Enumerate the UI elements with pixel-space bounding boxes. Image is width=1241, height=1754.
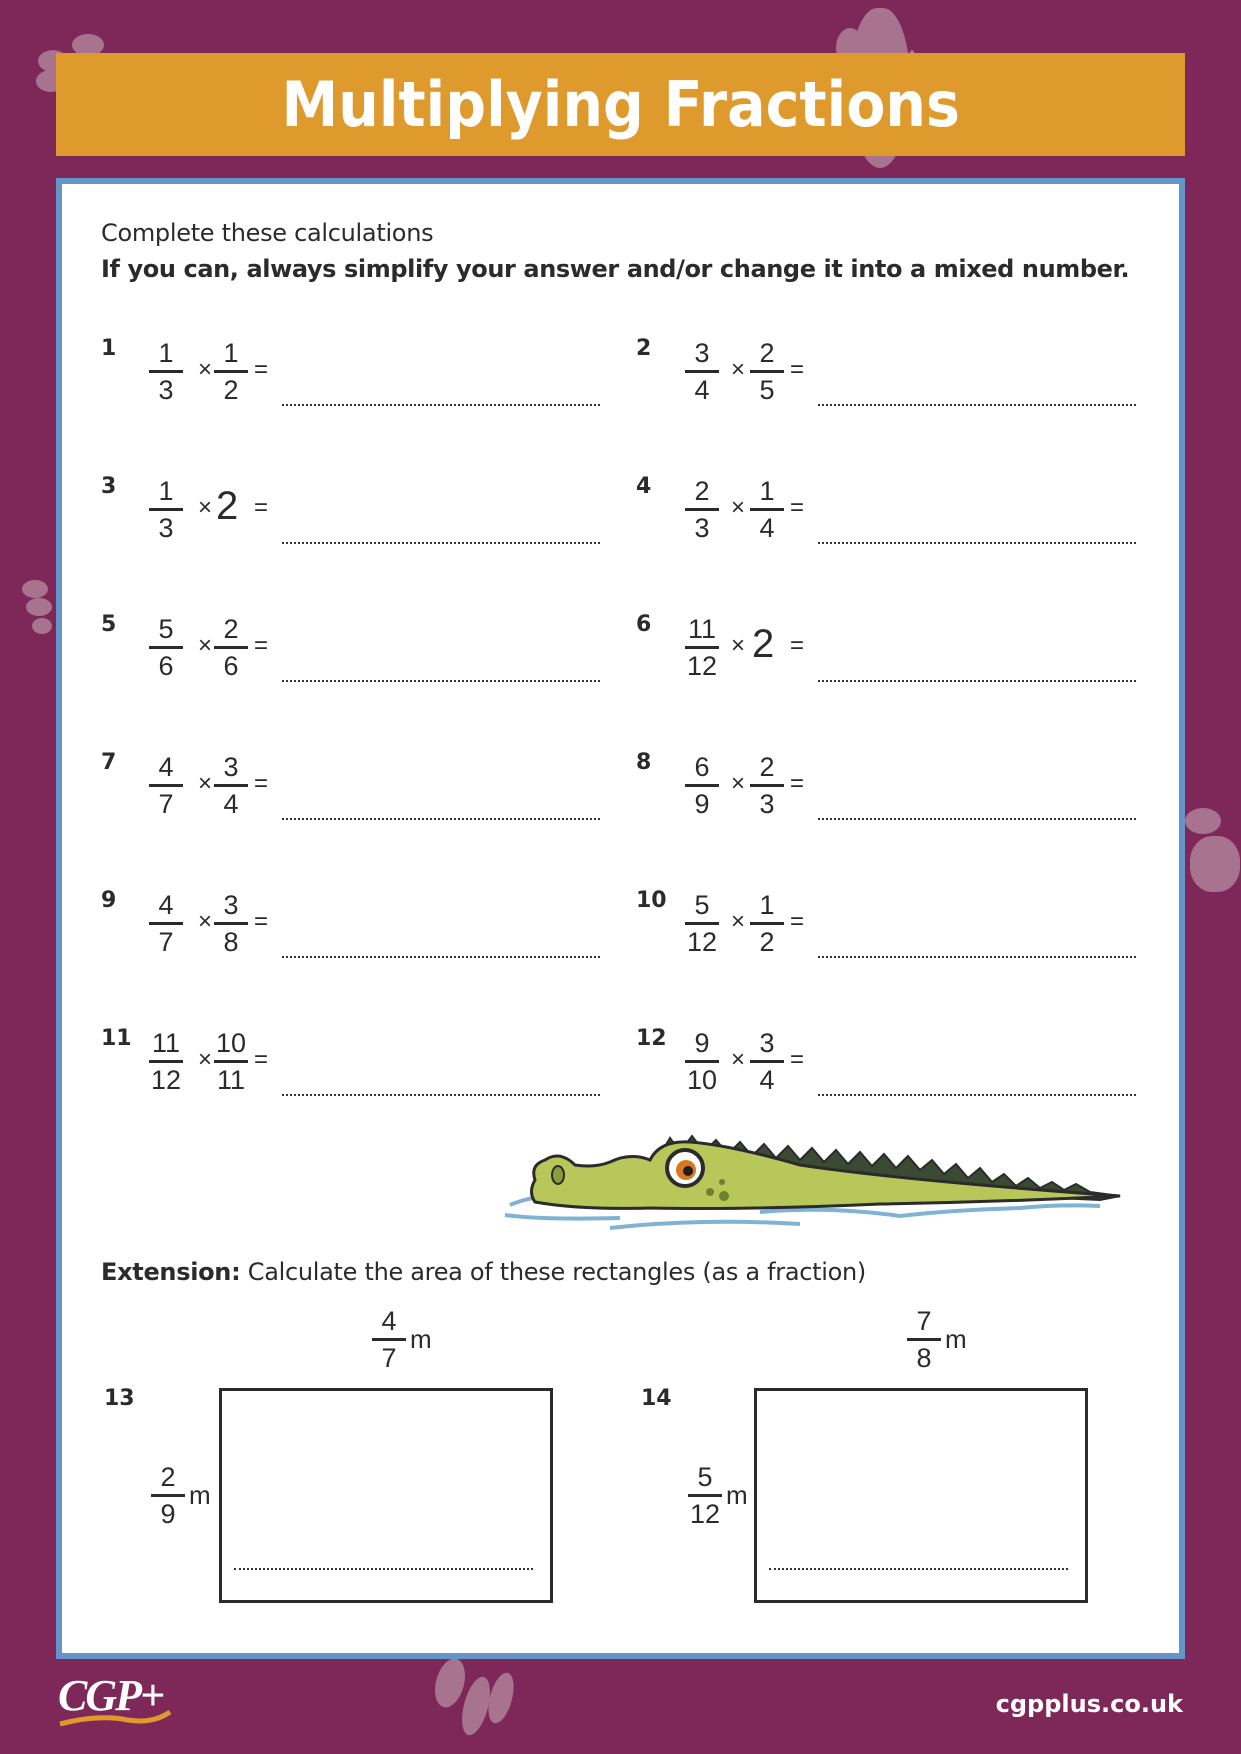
fraction-bar [685,922,719,925]
equals-sign: = [254,632,269,659]
answer-line[interactable] [282,956,600,958]
numerator: 11 [687,614,717,644]
times-sign: × [731,908,746,935]
rectangle-shape [754,1388,1088,1603]
numerator: 11 [151,1028,181,1058]
equals-sign: = [790,1046,805,1073]
answer-line[interactable] [818,1094,1136,1096]
extension-text: Calculate the area of these rectangles (as a fraction) [240,1258,866,1286]
equals-sign: = [790,494,805,521]
denominator: 6 [158,651,174,681]
fraction-bar [149,370,183,373]
question-number: 10 [636,888,667,913]
numerator: 9 [694,1028,710,1058]
question-number: 4 [636,474,652,499]
answer-line[interactable] [234,1568,533,1570]
answer-line[interactable] [282,1094,600,1096]
crocodile-illustration [500,1120,1140,1230]
times-sign: × [731,632,746,659]
question-number: 1 [101,336,117,361]
question-number: 5 [101,612,117,637]
fraction-bar [750,508,784,511]
denominator: 2 [223,375,239,405]
question-number: 13 [104,1386,135,1411]
equals-sign: = [254,356,269,383]
times-sign: × [198,494,213,521]
numerator: 4 [381,1306,397,1336]
numerator: 2 [759,338,775,368]
question-number: 3 [101,474,117,499]
times-sign: × [198,770,213,797]
denominator: 10 [686,1065,718,1095]
equals-sign: = [790,632,805,659]
fraction-bar [149,784,183,787]
numerator: 2 [223,614,239,644]
question-number: 11 [101,1026,132,1051]
equals-sign: = [254,494,269,521]
times-sign: × [731,770,746,797]
numerator: 5 [697,1462,713,1492]
numerator: 3 [223,752,239,782]
question-number: 6 [636,612,652,637]
denominator: 12 [686,927,718,957]
instruction-bold-text: If you can, always simplify your answer and/or change it into a mixed number. [101,255,1130,283]
equals-sign: = [790,908,805,935]
height-unit: m [189,1480,211,1510]
numerator: 5 [694,890,710,920]
question-number: 7 [101,750,117,775]
numerator: 1 [759,890,775,920]
height-unit: m [726,1480,748,1510]
answer-line[interactable] [818,818,1136,820]
fraction-bar [685,370,719,373]
fraction-bar [688,1494,722,1497]
denominator: 7 [158,789,174,819]
rectangle-shape [219,1388,553,1603]
denominator: 11 [216,1065,246,1095]
fraction-bar [214,646,248,649]
denominator: 12 [689,1499,721,1529]
numerator: 2 [160,1462,176,1492]
times-sign: × [198,1046,213,1073]
denominator: 8 [916,1343,932,1373]
fraction-bar [685,646,719,649]
numerator: 2 [759,752,775,782]
fraction-bar [750,370,784,373]
answer-line[interactable] [282,404,600,406]
numerator: 1 [158,338,174,368]
question-number: 8 [636,750,652,775]
fraction-bar [750,784,784,787]
denominator: 9 [160,1499,176,1529]
title-banner [56,53,1185,156]
logo-text: CGP+ [58,1671,164,1720]
whole-number: 2 [216,484,239,528]
times-sign: × [731,1046,746,1073]
instruction-text: Complete these calculations [101,219,434,247]
fraction-bar [149,922,183,925]
equals-sign: = [254,908,269,935]
denominator: 4 [759,513,775,543]
cgp-logo [58,1672,178,1728]
numerator: 5 [158,614,174,644]
fraction-bar [214,784,248,787]
times-sign: × [731,356,746,383]
fraction-bar [750,922,784,925]
numerator: 1 [158,476,174,506]
answer-line[interactable] [818,956,1136,958]
denominator: 12 [686,651,718,681]
numerator: 1 [759,476,775,506]
logo-swoosh-icon [58,1710,178,1728]
denominator: 12 [150,1065,182,1095]
website-url: cgpplus.co.uk [995,1690,1183,1718]
crocodile-body [532,1142,1121,1209]
times-sign: × [198,908,213,935]
times-sign: × [731,494,746,521]
width-unit: m [410,1324,432,1354]
fraction-bar [214,370,248,373]
fraction-bar [214,1060,248,1063]
denominator: 2 [759,927,775,957]
answer-line[interactable] [282,818,600,820]
question-number: 14 [641,1386,672,1411]
fraction-bar [685,784,719,787]
numerator: 7 [916,1306,932,1336]
question-number: 12 [636,1026,667,1051]
question-number: 2 [636,336,652,361]
fraction-bar [907,1338,941,1341]
equals-sign: = [254,1046,269,1073]
fraction-bar [685,1060,719,1063]
fraction-bar [685,508,719,511]
numerator: 2 [694,476,710,506]
denominator: 3 [158,375,174,405]
denominator: 5 [759,375,775,405]
denominator: 7 [158,927,174,957]
answer-line[interactable] [769,1568,1068,1570]
numerator: 3 [223,890,239,920]
answer-line[interactable] [282,542,600,544]
extension-instruction [101,1258,866,1286]
extension-label: Extension: [101,1258,241,1286]
numerator: 3 [759,1028,775,1058]
equals-sign: = [254,770,269,797]
answer-line[interactable] [818,542,1136,544]
numerator: 4 [158,890,174,920]
denominator: 3 [759,789,775,819]
answer-line[interactable] [282,680,600,682]
times-sign: × [198,356,213,383]
fraction-bar [372,1338,406,1341]
denominator: 3 [694,513,710,543]
fraction-bar [151,1494,185,1497]
numerator: 3 [694,338,710,368]
numerator: 6 [694,752,710,782]
denominator: 4 [759,1065,775,1095]
numerator: 4 [158,752,174,782]
numerator: 10 [215,1028,247,1058]
denominator: 6 [223,651,239,681]
width-unit: m [945,1324,967,1354]
fraction-bar [149,508,183,511]
fraction-bar [149,1060,183,1063]
fraction-bar [750,1060,784,1063]
whole-number: 2 [752,622,775,666]
page-title: Multiplying Fractions [281,68,960,141]
denominator: 8 [223,927,239,957]
denominator: 7 [381,1343,397,1373]
numerator: 1 [223,338,239,368]
equals-sign: = [790,356,805,383]
denominator: 4 [694,375,710,405]
fraction-bar [149,646,183,649]
times-sign: × [198,632,213,659]
denominator: 9 [694,789,710,819]
denominator: 4 [223,789,239,819]
answer-line[interactable] [818,404,1136,406]
fraction-bar [214,922,248,925]
question-number: 9 [101,888,117,913]
answer-line[interactable] [818,680,1136,682]
denominator: 3 [158,513,174,543]
equals-sign: = [790,770,805,797]
